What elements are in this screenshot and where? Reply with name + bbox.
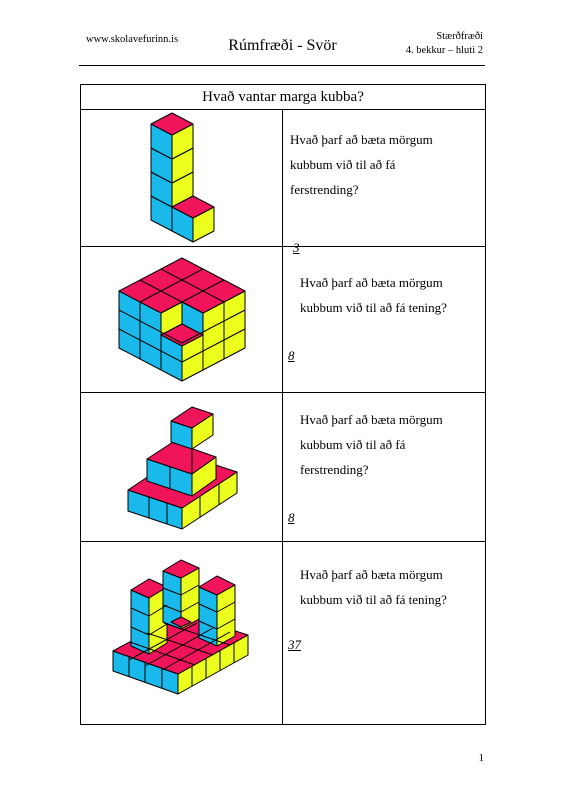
subject-label: Stærðfræði (436, 31, 483, 42)
subject-info (406, 30, 483, 58)
worksheet-table (80, 84, 486, 725)
question-line: Hvað þarf að bæta mörgum (300, 275, 443, 290)
answer-3: 8 (288, 510, 295, 525)
towers-on-base-cubes (113, 560, 248, 694)
website-url: www.skolavefurinn.is (86, 34, 179, 45)
cube-figure-2 (81, 247, 283, 393)
question-line: Hvað þarf að bæta mörgum (300, 567, 443, 582)
question-line: Hvað þarf að bæta mörgum (300, 412, 443, 427)
question-cell-4 (283, 542, 486, 725)
question-line: kubbum við til að fá tening? (300, 300, 447, 315)
page-title: Rúmfræði - Svör (228, 37, 337, 54)
question-line: kubbum við til að fá tening? (300, 592, 447, 607)
question-line: Hvað þarf að bæta mörgum (290, 132, 433, 147)
question-line: ferstrending? (290, 182, 359, 197)
header-rule (79, 65, 485, 66)
grade-label: 4. bekkur – hluti 2 (405, 45, 483, 56)
answer-4: 37 (288, 637, 301, 652)
stepped-cubes (128, 407, 237, 529)
partial-cube-block (119, 258, 245, 381)
page-number: 1 (478, 752, 484, 764)
answer-1: 3 (293, 240, 300, 255)
question-cell-3 (283, 393, 486, 542)
cube-figure-3 (81, 393, 283, 542)
cube-figure-1 (81, 110, 283, 247)
worksheet-heading: Hvað vantar marga kubba? (81, 85, 486, 110)
question-cell-1 (283, 110, 486, 255)
question-cell-2 (283, 247, 486, 393)
answer-2: 8 (288, 348, 295, 363)
cube-figure-4 (81, 542, 283, 725)
question-line: ferstrending? (300, 462, 369, 477)
question-line: kubbum við til að fá (300, 437, 406, 452)
l-shape-cubes (151, 113, 214, 242)
question-line: kubbum við til að fá (290, 157, 396, 172)
